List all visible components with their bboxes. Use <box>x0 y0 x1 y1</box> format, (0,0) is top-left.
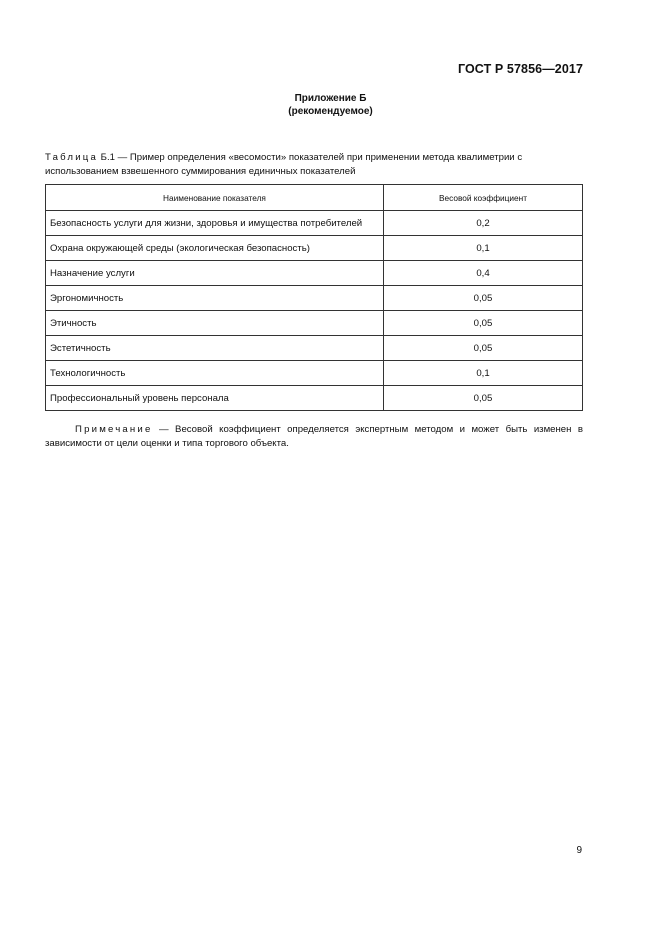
weight-value-cell: 0,05 <box>384 336 583 361</box>
standard-code: ГОСТ Р 57856—2017 <box>457 62 583 76</box>
table-header-row <box>46 185 583 211</box>
indicator-name-cell: Охрана окружающей среды (экологическая безопасность) <box>46 236 384 261</box>
appendix-subtitle: (рекомендуемое) <box>288 106 373 117</box>
table-row <box>46 336 583 361</box>
table-row <box>46 236 583 261</box>
table-caption-text: Б.1 — Пример определения «весомости» показателей при применении метода квалиметрии с использованием взвешенного суммирования единичных показателей <box>45 152 523 177</box>
note-prefix: Примечание <box>75 424 153 435</box>
table-note <box>45 423 583 451</box>
note-text: — Весовой коэффициент определяется экспертным методом и может быть изменен в зависимости от цели оценки и типа торгового объекта. <box>45 424 583 449</box>
table-row <box>46 286 583 311</box>
weight-value-cell: 0,2 <box>384 211 583 236</box>
indicator-name-cell: Профессиональный уровень персонала <box>46 386 384 411</box>
header-indicator-name: Наименование показателя <box>46 185 384 211</box>
table-row <box>46 211 583 236</box>
appendix-heading <box>0 92 661 118</box>
weight-value-cell: 0,05 <box>384 286 583 311</box>
indicator-name-cell: Безопасность услуги для жизни, здоровья и имущества потребителей <box>46 211 384 236</box>
table-caption <box>45 151 585 178</box>
appendix-title: Приложение Б <box>294 93 367 104</box>
indicator-name-cell: Эстетичность <box>46 336 384 361</box>
table-row <box>46 386 583 411</box>
table-row <box>46 361 583 386</box>
table-row <box>46 261 583 286</box>
weight-value-cell: 0,1 <box>384 361 583 386</box>
indicator-name-cell: Этичность <box>46 311 384 336</box>
table-row <box>46 311 583 336</box>
weight-value-cell: 0,05 <box>384 386 583 411</box>
table-caption-prefix: Таблица <box>45 152 99 163</box>
indicator-name-cell: Технологичность <box>46 361 384 386</box>
page-number: 9 <box>576 845 582 856</box>
indicator-name-cell: Назначение услуги <box>46 261 384 286</box>
header-weight-coefficient: Весовой коэффициент <box>384 185 583 211</box>
weights-table <box>45 184 583 411</box>
weight-value-cell: 0,4 <box>384 261 583 286</box>
weight-value-cell: 0,1 <box>384 236 583 261</box>
weight-value-cell: 0,05 <box>384 311 583 336</box>
indicator-name-cell: Эргономичность <box>46 286 384 311</box>
